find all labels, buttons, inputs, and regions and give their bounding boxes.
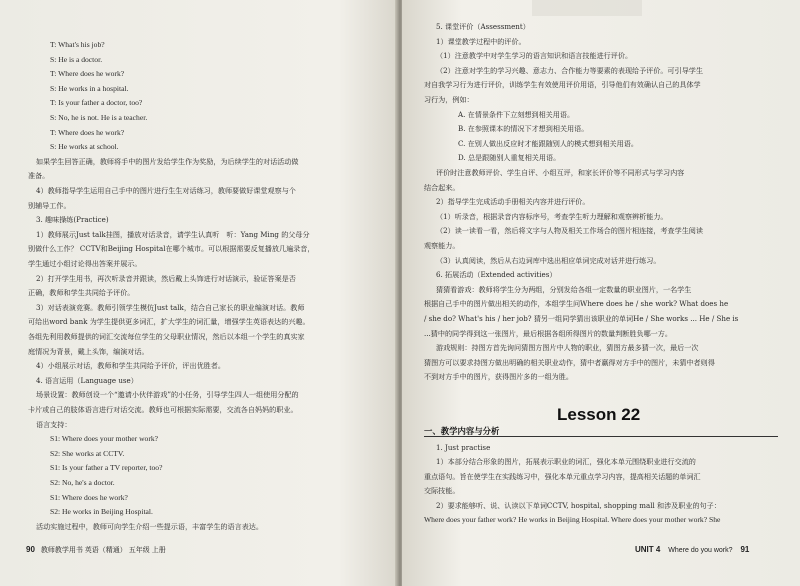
text-line: T: Is your father a doctor, too? — [50, 98, 143, 108]
text-line: 习行为，例如： — [424, 95, 474, 104]
text-line: 场景设置：教师创设一个“邀请小伙伴游戏”的小任务，引导学生四人一组使用分配的 — [36, 390, 299, 400]
text-line: 交际技能。 — [424, 486, 460, 496]
text-line: S1: Where does your mother work? — [50, 434, 159, 444]
text-line: S2: He works in Beijing Hospital. — [50, 507, 153, 517]
text-line: 3）对话表演竞赛。教师引领学生模仿Just talk，结合自己家长的职业编演对话。教师 — [36, 302, 305, 312]
text-line: （3）认真阅读，然后从右边词库中选出相应单词完成对话并进行练习。 — [436, 255, 661, 265]
text-line: T: Where does he work? — [50, 127, 125, 137]
text-line: 1. Just practise — [436, 443, 491, 452]
text-line: D. 总是跟随别人重复相关用语。 — [458, 153, 561, 163]
lesson-title: Lesson 22 — [557, 405, 641, 424]
unit-topic: Where do you work? — [668, 547, 733, 554]
text-line: C. 在别人做出反应时才能跟随别人的模式想到相关用语。 — [458, 138, 638, 148]
text-line: 3. 趣味操练(Practice) — [36, 215, 109, 225]
text-line: S: He works in a hospital. — [50, 83, 129, 93]
text-line: 2）要求能够听、说、认读以下单词CCTV, hospital, shopping mall 和涉及职业的句子： — [436, 500, 721, 510]
text-line: 学生通过小组讨论得出答案并展示。 — [28, 259, 142, 268]
text-line: 卡片或自己的肢体语言进行对话交流。教师也可根据实际需要，交流各自妈妈的职业。 — [28, 405, 298, 414]
text-line: 猜图方可以要求持图方做出明确的相关职业动作，猜中者赢得对方手中的图片，未猜中者则得 — [424, 357, 715, 367]
text-line: 结合起来。 — [424, 182, 460, 192]
text-line: T: What's his job? — [50, 40, 105, 49]
text-line: 别做什么工作？ CCTV和Beijing Hospital在哪个城市。可以根据需要反复播放几遍录音， — [28, 244, 315, 254]
text-line: 2）打开学生用书，再次听录音并跟读，然后戴上头饰进行对话演示，验证答案是否 — [36, 273, 296, 283]
text-line: A. 在情景条件下立刻想到相关用语。 — [458, 109, 575, 119]
text-line: Where does your father work? He works in Beijing Hospital. Where does your mother work? She — [424, 515, 721, 524]
text-line: ...猜中的同学得到这一张图片，最后根据各组所得图片的数量判断胜负哪一方。 — [424, 328, 672, 338]
text-line: / she do? What's his / her job? 猜另一组同学猜出该职业的单词He / She works ... He / She is — [424, 314, 739, 323]
text-line: 对自我学习行为进行评价，训练学生有效使用评价用语，引导他们有效确认自己的具体学 — [424, 80, 701, 90]
text-line: 重点语句。旨在使学生在实践练习中，强化本单元重点学习内容，提高相关话题的单词汇 — [424, 471, 701, 481]
text-line: 观察能力。 — [424, 241, 460, 250]
text-line: 准备。 — [28, 171, 50, 181]
text-line: 6. 拓展活动（Extended activities） — [436, 270, 557, 280]
text-line: （2）注意对学生的学习兴趣、意志力、合作能力等要素的表现给予评价。可引导学生 — [436, 65, 703, 75]
text-line: 不到对方手中的图片，获得图片多的一组为胜。 — [424, 372, 573, 382]
text-line: （1）注意教学中对学生学习的语言知识和语言技能进行评价。 — [436, 51, 633, 61]
text-line: 4. 语言运用（Language use） — [36, 375, 138, 385]
left-page-footer — [26, 545, 166, 555]
right-page-number: 91 — [740, 545, 750, 554]
left-page-number: 90 — [26, 545, 35, 554]
text-line: 2）指导学生完成活动手册相关内容并进行评价。 — [436, 197, 590, 207]
text-line: 4）教师指导学生运用自己手中的图片进行生生对话练习，教师要做好课堂观察与个 — [36, 186, 296, 195]
text-line: （1）听录音，根据录音内容标序号，考查学生听力理解和观察辨析能力。 — [436, 211, 668, 221]
top-tab-shadow — [532, 0, 642, 16]
text-line: B. 在参照课本的情况下才想到相关用语。 — [458, 124, 589, 134]
text-line: 1）教师展示Just talk挂图，播放对话录音，请学生认真听 听：Yang Ming 的父母分 — [36, 229, 310, 239]
left-footer-title: 教师教学用书 英语（精通） 五年级 上册 — [40, 547, 166, 554]
text-line: 1）本部分结合形象的图片，拓展表示职业的词汇，强化本单元围绕职业进行交流的 — [436, 457, 696, 467]
text-line: 各组先利用教师提供的词汇交流每位学生的父母职业情况，然后以本组一个学生的真实家 — [28, 332, 305, 341]
text-line: （2）读一读看一看，然后将文字与人物及相关工作场合的图片相连接，考查学生阅读 — [436, 226, 703, 236]
text-line: S1: Where does he work? — [50, 492, 128, 502]
text-line: S2: No, he's a doctor. — [50, 478, 115, 487]
unit-label: UNIT 4 — [635, 545, 661, 554]
text-line: 庭情况为背景，戴上头饰，编演对话。 — [28, 346, 149, 356]
text-line: 活动实施过程中，教师可向学生介绍一些提示语，丰富学生的语言表达。 — [36, 521, 263, 531]
section-title: 一、教学内容与分析 — [424, 426, 500, 436]
text-line: 正确，教师和学生共同给予评价。 — [28, 288, 135, 298]
text-line: 游戏规则：持图方首先询问猜图方图片中人物的职业，猜图方最多猜一次，最后一次 — [436, 343, 699, 353]
text-line: S2: She works at CCTV. — [50, 448, 125, 458]
text-line: T: Where does he work? — [50, 69, 125, 79]
text-line: 评价时注意教师评价、学生自评、小组互评，和家长评价等不同形式与学习内容 — [436, 168, 685, 177]
text-line: 语言支持： — [36, 419, 72, 429]
text-line: 如果学生回答正确，教师将手中的图片发给学生作为奖励，为后续学生的对话活动做 — [36, 156, 299, 166]
text-line: S: No, he is not. He is a teacher. — [50, 113, 148, 122]
right-page — [402, 0, 800, 586]
text-line: S1: Is your father a TV reporter, too? — [50, 463, 163, 473]
text-line: 5. 课堂评价（Assessment） — [436, 22, 530, 31]
text-line: S: He is a doctor. — [50, 54, 103, 64]
right-page-footer — [635, 545, 749, 554]
text-line: 1）课堂教学过程中的评价。 — [436, 36, 526, 46]
section-rule — [424, 436, 778, 437]
text-line: 根据自己手中的图片做出相关的动作，本组学生问Where does he / she work? What does he — [424, 299, 729, 309]
text-line: 猜猜看游戏：教师将学生分为两组，分别发给各组一定数量的职业图片，一名学生 — [436, 284, 692, 294]
text-line: 可给出word bank 为学生提供更多词汇，扩大学生的词汇量，增强学生英语表达的兴趣。 — [28, 317, 310, 327]
text-line: 别辅导工作。 — [28, 200, 71, 210]
text-line: S: He works at school. — [50, 142, 119, 152]
text-line: 4）小组展示对话，教师和学生共同给予评价，评出优胜者。 — [36, 361, 225, 371]
left-page — [0, 0, 398, 586]
